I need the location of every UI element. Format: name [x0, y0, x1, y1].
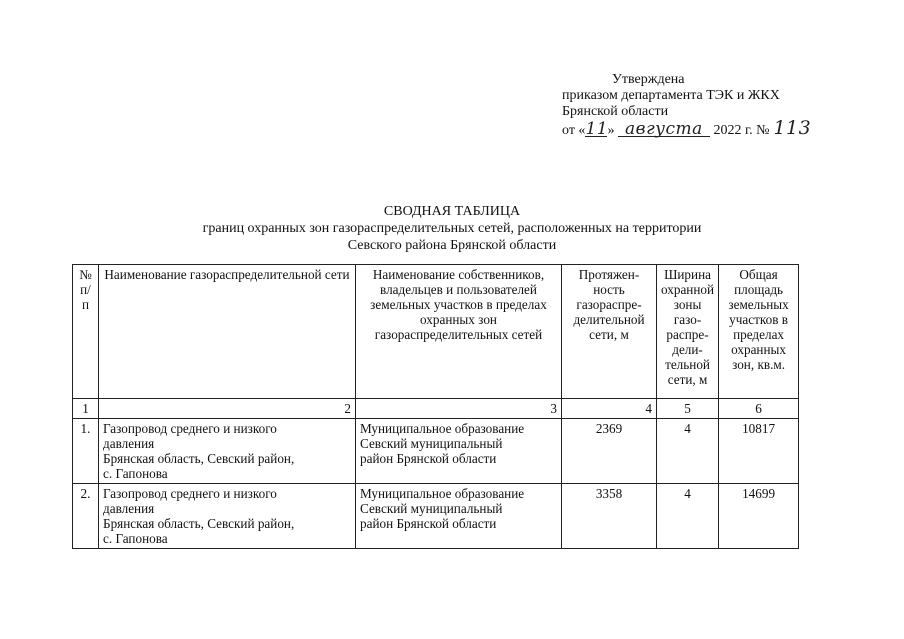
- owner-line: Муниципальное образование: [360, 486, 525, 501]
- header-network-name: Наименование газораспределительной сети: [99, 265, 356, 399]
- date-mid: »: [607, 123, 615, 138]
- network-name-line: Газопровод среднего и низкого: [103, 421, 277, 436]
- date-prefix: от «: [562, 123, 586, 138]
- zone-width-cell: 4: [657, 419, 719, 484]
- owner-line: Севский муниципальный: [360, 501, 503, 516]
- header-owners: Наименование собственников, владельцев и пользователей земельных участков в пределах охранных зон газораспределительных сетей: [356, 265, 562, 399]
- number-label: №: [756, 123, 770, 138]
- approval-date-line: [562, 117, 882, 139]
- owner-cell: [356, 419, 562, 484]
- owner-line: Севский муниципальный: [360, 436, 503, 451]
- network-name-cell: [99, 484, 356, 549]
- network-name-line: давления: [103, 436, 155, 451]
- area-cell: 10817: [719, 419, 799, 484]
- column-number: 5: [657, 399, 719, 419]
- column-number-row: [73, 399, 799, 419]
- row-number: 2.: [73, 484, 99, 549]
- approval-order-line: приказом департамента ТЭК и ЖКХ: [562, 88, 780, 103]
- column-number: 1: [73, 399, 99, 419]
- network-location-line: с. Гапонова: [103, 466, 168, 481]
- area-cell: 14699: [719, 484, 799, 549]
- column-number: 6: [719, 399, 799, 419]
- table-row: [73, 484, 799, 549]
- header-length: Протяжен-ность газораспре-делительной сети, м: [562, 265, 657, 399]
- network-location-line: с. Гапонова: [103, 531, 168, 546]
- date-month-handwritten: августа: [618, 122, 710, 137]
- table-header-row: [73, 265, 799, 399]
- owner-line: Муниципальное образование: [360, 421, 525, 436]
- network-location-line: Брянская область, Севский район,: [103, 451, 295, 466]
- approval-title: Утверждена: [612, 72, 685, 87]
- column-number: 3: [356, 399, 562, 419]
- summary-table: [72, 264, 799, 549]
- document-subtitle-2: Севского района Брянской области: [347, 238, 557, 253]
- owner-line: район Брянской области: [360, 516, 497, 531]
- header-total-area: Общая площадь земельных участков в пределах охранных зон, кв.м.: [719, 265, 799, 399]
- row-number: 1.: [73, 419, 99, 484]
- approval-region-line: Брянской области: [562, 104, 669, 119]
- header-zone-width: Ширина охранной зоны газо-распре-дели-тельной сети, м: [657, 265, 719, 399]
- zone-width-cell: 4: [657, 484, 719, 549]
- owner-line: район Брянской области: [360, 451, 497, 466]
- document-subtitle-1: границ охранных зон газораспределительных сетей, расположенных на территории: [202, 221, 702, 236]
- network-name-line: давления: [103, 501, 155, 516]
- date-day-handwritten: 11: [585, 119, 609, 139]
- network-location-line: Брянская область, Севский район,: [103, 516, 295, 531]
- network-name-cell: [99, 419, 356, 484]
- column-number: 4: [562, 399, 657, 419]
- owner-cell: [356, 484, 562, 549]
- approval-stamp: [562, 72, 882, 139]
- table-row: [73, 419, 799, 484]
- header-number: № п/п: [73, 265, 99, 399]
- column-number: 2: [99, 399, 356, 419]
- date-year: 2022 г.: [713, 123, 753, 138]
- order-number-handwritten: 113: [773, 117, 812, 139]
- document-heading: [0, 203, 904, 254]
- document-title: СВОДНАЯ ТАБЛИЦА: [383, 204, 521, 219]
- length-cell: 3358: [562, 484, 657, 549]
- length-cell: 2369: [562, 419, 657, 484]
- network-name-line: Газопровод среднего и низкого: [103, 486, 277, 501]
